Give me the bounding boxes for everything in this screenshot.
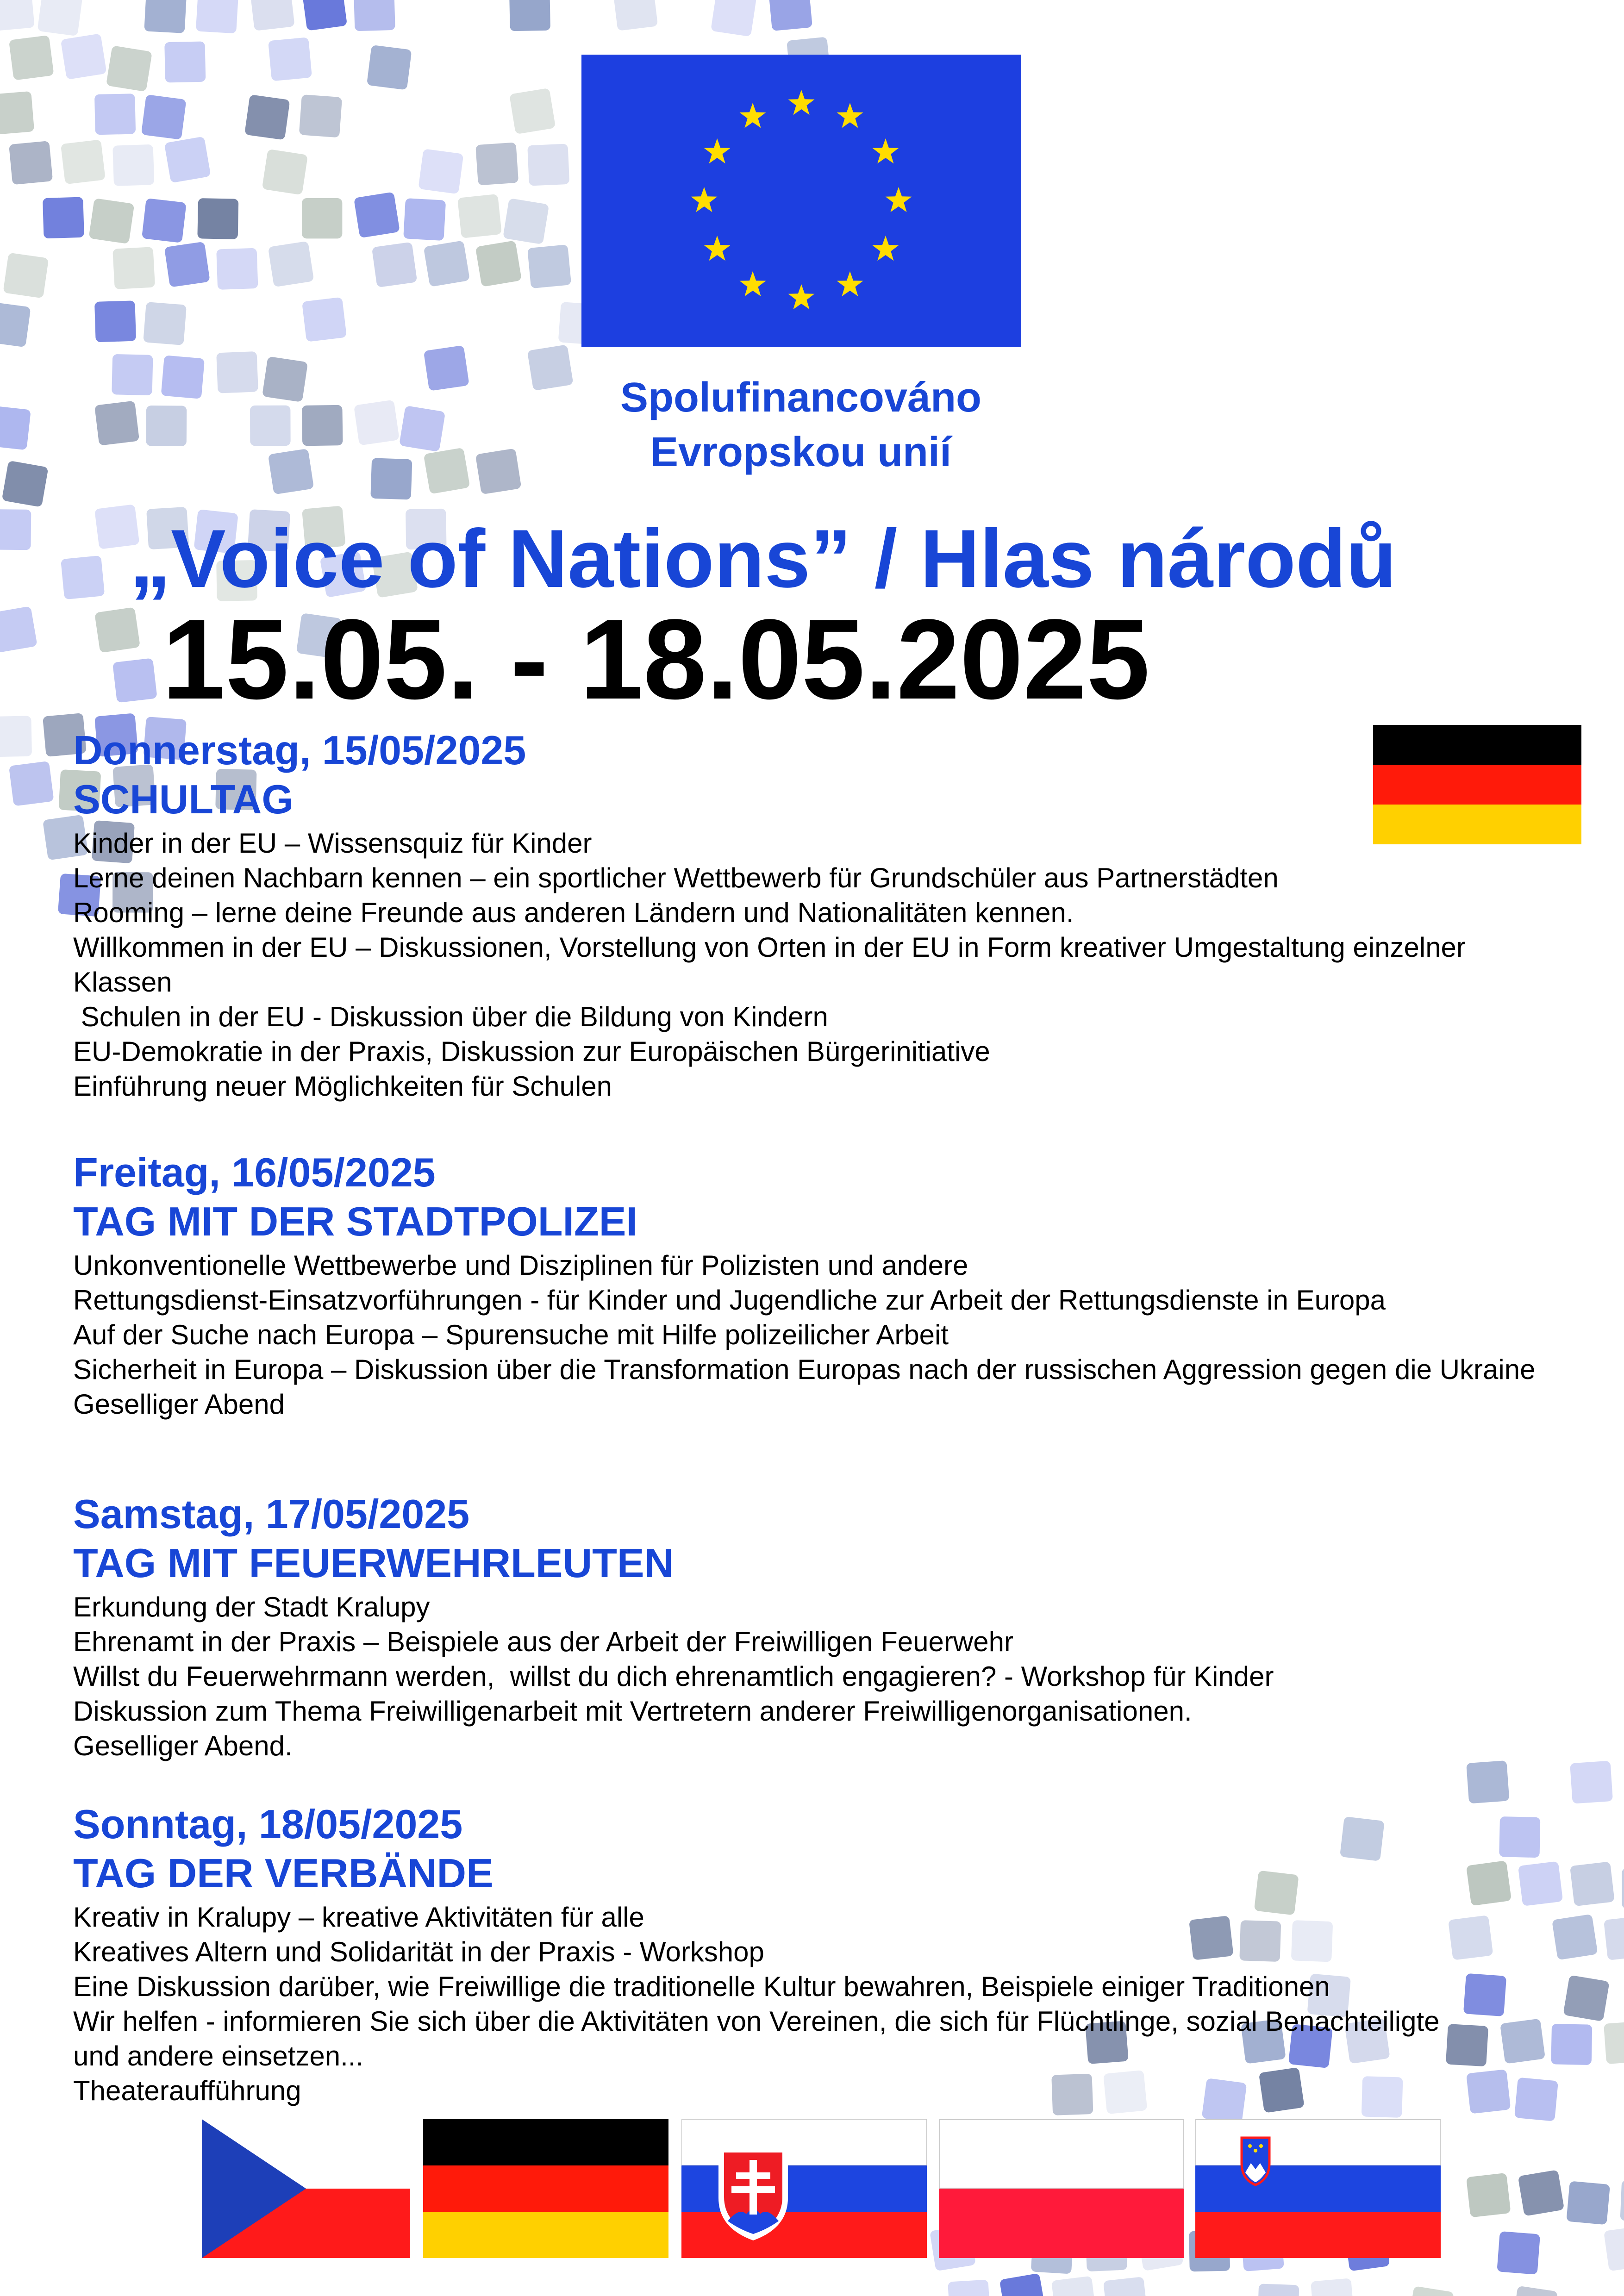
day-theme: TAG DER VERBÄNDE bbox=[73, 1850, 493, 1896]
activity-item: Einführung neuer Möglichkeiten für Schulen bbox=[73, 1071, 612, 1102]
mosaic-tile bbox=[711, 0, 756, 37]
mosaic-tile bbox=[1604, 2021, 1624, 2064]
mosaic-tile bbox=[0, 0, 35, 31]
mosaic-tile bbox=[0, 406, 31, 450]
mosaic-tile bbox=[88, 198, 134, 244]
mosaic-tile bbox=[1466, 1760, 1509, 1803]
mosaic-tile bbox=[2, 461, 49, 507]
activity-item: Eine Diskussion darüber, wie Freiwillige die traditionelle Kultur bewahren, Beispiele einiger Traditionen bbox=[73, 1971, 1330, 2002]
mosaic-tile bbox=[1620, 2180, 1624, 2222]
day-theme: TAG MIT DER STADTPOLIZEI bbox=[73, 1198, 637, 1244]
mosaic-tile bbox=[370, 458, 412, 499]
mosaic-tile bbox=[475, 142, 518, 185]
day-theme: SCHULTAG bbox=[73, 776, 294, 822]
mosaic-tile bbox=[1051, 2276, 1096, 2296]
mosaic-tile bbox=[1466, 2173, 1511, 2218]
mosaic-tile bbox=[141, 94, 187, 140]
czech-flag-icon bbox=[202, 2119, 410, 2258]
day-saturday bbox=[73, 1490, 1578, 1763]
slovenia-flag-icon bbox=[1195, 2119, 1441, 2258]
activity-item: Geselliger Abend. bbox=[73, 1730, 293, 1761]
day-date: Freitag, 16/05/2025 bbox=[73, 1149, 436, 1195]
mosaic-tile bbox=[527, 244, 571, 288]
mosaic-tile bbox=[948, 2279, 990, 2296]
slovakia-flag-icon bbox=[681, 2119, 927, 2258]
activity-item: Diskussion zum Thema Freiwilligenarbeit mit Vertretern anderer Freiwilligenorganisationen. bbox=[73, 1696, 1192, 1727]
day-date: Samstag, 17/05/2025 bbox=[73, 1491, 470, 1537]
mosaic-tile bbox=[9, 141, 53, 185]
activity-item: Wir helfen - informieren Sie sich über die Aktivitäten von Vereinen, die sich für Flüchtlinge, sozial Benachteiligte und andere einsetzen... bbox=[73, 2006, 1448, 2071]
mosaic-tile bbox=[216, 248, 258, 290]
activity-item: Auf der Suche nach Europa – Spurensuche mit Hilfe polizeilicher Arbeit bbox=[73, 1319, 949, 1350]
mosaic-tile bbox=[164, 41, 206, 82]
mosaic-tile bbox=[250, 406, 291, 446]
activity-list bbox=[73, 1590, 1578, 1763]
mosaic-tile bbox=[302, 297, 347, 342]
activity-item: Schulen in der EU - Diskussion über die Bildung von Kindern bbox=[73, 1001, 828, 1032]
mosaic-tile bbox=[61, 139, 106, 184]
mosaic-tile bbox=[94, 607, 140, 653]
mosaic-tile bbox=[1512, 2286, 1558, 2296]
day-thursday bbox=[73, 726, 1578, 1104]
mosaic-tile bbox=[354, 192, 400, 238]
mosaic-tile bbox=[527, 144, 569, 186]
activity-item: Kreativ in Kralupy – kreative Aktivitäten für alle bbox=[73, 1902, 644, 1933]
mosaic-tile bbox=[216, 351, 258, 393]
mosaic-tile bbox=[262, 149, 308, 195]
mosaic-tile bbox=[1604, 1916, 1624, 1960]
mosaic-tile bbox=[354, 400, 400, 446]
mosaic-tile bbox=[999, 2273, 1046, 2296]
poland-flag-icon bbox=[939, 2119, 1184, 2258]
mosaic-tile bbox=[146, 406, 187, 446]
mosaic-tile bbox=[1257, 2284, 1299, 2296]
mosaic-tile bbox=[302, 198, 342, 238]
activity-item: Lerne deinen Nachbarn kennen – ein sportlicher Wettbewerb für Grundschüler aus Partnerstädten bbox=[73, 862, 1279, 893]
mosaic-tile bbox=[424, 240, 470, 287]
mosaic-tile bbox=[424, 345, 469, 391]
eu-flag-icon bbox=[581, 55, 1021, 347]
event-dates: 15.05. - 18.05.2025 bbox=[162, 596, 1150, 723]
mosaic-tile bbox=[0, 302, 31, 347]
mosaic-tile bbox=[1311, 2278, 1354, 2296]
mosaic-tile bbox=[372, 242, 418, 288]
mosaic-tile bbox=[94, 94, 136, 135]
mosaic-tile bbox=[112, 144, 154, 186]
mosaic-tile bbox=[196, 0, 238, 33]
activity-item: Rooming – lerne deine Freunde aus anderen Ländern und Nationalitäten kennen. bbox=[73, 897, 1074, 928]
activity-item: Geselliger Abend bbox=[73, 1389, 285, 1420]
cofinanced-line-2: Evropskou unií bbox=[650, 429, 952, 475]
mosaic-tile bbox=[1604, 2226, 1624, 2271]
mosaic-tile bbox=[61, 555, 105, 599]
mosaic-tile bbox=[250, 0, 295, 31]
activity-item: Sicherheit in Europa – Diskussion über die Transformation Europas nach der russischen Aggression gegen die Ukraine bbox=[73, 1354, 1536, 1385]
mosaic-tile bbox=[94, 300, 136, 342]
mosaic-tile bbox=[164, 242, 210, 287]
day-date: Donnerstag, 15/05/2025 bbox=[73, 727, 526, 773]
mosaic-tile bbox=[3, 253, 49, 299]
mosaic-tile bbox=[0, 716, 32, 757]
mosaic-tile bbox=[509, 0, 550, 31]
cofinanced-line-1: Spolufinancováno bbox=[620, 374, 982, 421]
activity-item: Kinder in der EU – Wissensquiz für Kinder bbox=[73, 828, 592, 859]
mosaic-tile bbox=[613, 0, 658, 31]
activity-item: Kreatives Altern und Solidarität in der Praxis - Workshop bbox=[73, 1936, 764, 1967]
mosaic-tile bbox=[457, 194, 502, 238]
activity-item: Theateraufführung bbox=[73, 2075, 301, 2106]
activity-item: Unkonventionelle Wettbewerbe und Disziplinen für Polizisten und andere bbox=[73, 1250, 968, 1281]
activity-list bbox=[73, 1248, 1578, 1422]
mosaic-tile bbox=[9, 35, 54, 81]
mosaic-tile bbox=[61, 33, 107, 80]
activity-item: Erkundung der Stadt Kralupy bbox=[73, 1591, 430, 1622]
mosaic-tile bbox=[354, 0, 395, 31]
mosaic-tile bbox=[1566, 2181, 1610, 2225]
mosaic-tile bbox=[475, 240, 522, 287]
mosaic-tile bbox=[1408, 2286, 1454, 2296]
mosaic-tile bbox=[1570, 1761, 1613, 1804]
mosaic-tile bbox=[503, 198, 549, 244]
mosaic-tile bbox=[1518, 2170, 1565, 2216]
mosaic-tile bbox=[302, 0, 347, 31]
mosaic-tile bbox=[403, 198, 446, 241]
day-friday bbox=[73, 1148, 1578, 1422]
activity-list bbox=[73, 826, 1578, 1104]
mosaic-tile bbox=[143, 302, 187, 345]
mosaic-tile bbox=[509, 88, 556, 134]
mosaic-tile bbox=[106, 45, 152, 92]
mosaic-tile bbox=[399, 406, 445, 452]
mosaic-tile bbox=[418, 149, 463, 194]
mosaic-tile bbox=[9, 761, 54, 806]
mosaic-tile bbox=[0, 91, 34, 135]
mosaic-tile bbox=[0, 509, 31, 550]
mosaic-tile bbox=[1497, 2231, 1540, 2275]
mosaic-tile bbox=[112, 354, 153, 395]
mosaic-tile bbox=[367, 45, 412, 90]
mosaic-tile bbox=[37, 0, 82, 36]
mosaic-tile bbox=[112, 658, 157, 703]
day-theme: TAG MIT FEUERWEHRLEUTEN bbox=[73, 1540, 674, 1586]
mosaic-tile bbox=[94, 401, 139, 446]
day-sunday bbox=[73, 1800, 1578, 2108]
mosaic-tile bbox=[768, 0, 812, 31]
mosaic-tile bbox=[161, 355, 205, 399]
mosaic-tile bbox=[244, 94, 290, 140]
mosaic-tile bbox=[1622, 1868, 1624, 1909]
mosaic-tile bbox=[164, 136, 211, 183]
mosaic-tile bbox=[1103, 2277, 1148, 2296]
mosaic-tile bbox=[302, 405, 343, 446]
mosaic-tile bbox=[43, 197, 84, 238]
activity-list bbox=[73, 1900, 1578, 2108]
mosaic-tile bbox=[0, 606, 37, 653]
mosaic-tile bbox=[262, 356, 308, 402]
mosaic-tile bbox=[299, 94, 342, 137]
mosaic-tile bbox=[144, 0, 187, 33]
activity-item: Rettungsdienst-Einsatzvorführungen - für Kinder und Jugendliche zur Arbeit der Rettungsdienste in Europa bbox=[73, 1285, 1386, 1316]
activity-item: EU-Demokratie in der Praxis, Diskussion zur Europäischen Bürgerinitiative bbox=[73, 1036, 990, 1067]
germany-flag-icon bbox=[423, 2119, 668, 2258]
day-date: Sonntag, 18/05/2025 bbox=[73, 1801, 463, 1847]
mosaic-tile bbox=[142, 198, 187, 243]
mosaic-tile bbox=[197, 198, 238, 239]
mosaic-tile bbox=[268, 37, 312, 81]
activity-item: Ehrenamt in der Praxis – Beispiele aus der Arbeit der Freiwilligen Feuerwehr bbox=[73, 1626, 1013, 1657]
activity-item: Willkommen in der EU – Diskussionen, Vorstellung von Orten in der EU in Form kreativer Umgestaltung einzelner Klassen bbox=[73, 932, 1474, 998]
mosaic-tile bbox=[112, 247, 155, 289]
event-title: „Voice of Nations” / Hlas národů bbox=[130, 512, 1397, 605]
activity-item: Willst du Feuerwehrmann werden, willst du dich ehrenamtlich engagieren? - Workshop für Kinder bbox=[73, 1661, 1274, 1692]
mosaic-tile bbox=[268, 449, 314, 495]
mosaic-tile bbox=[268, 241, 314, 287]
